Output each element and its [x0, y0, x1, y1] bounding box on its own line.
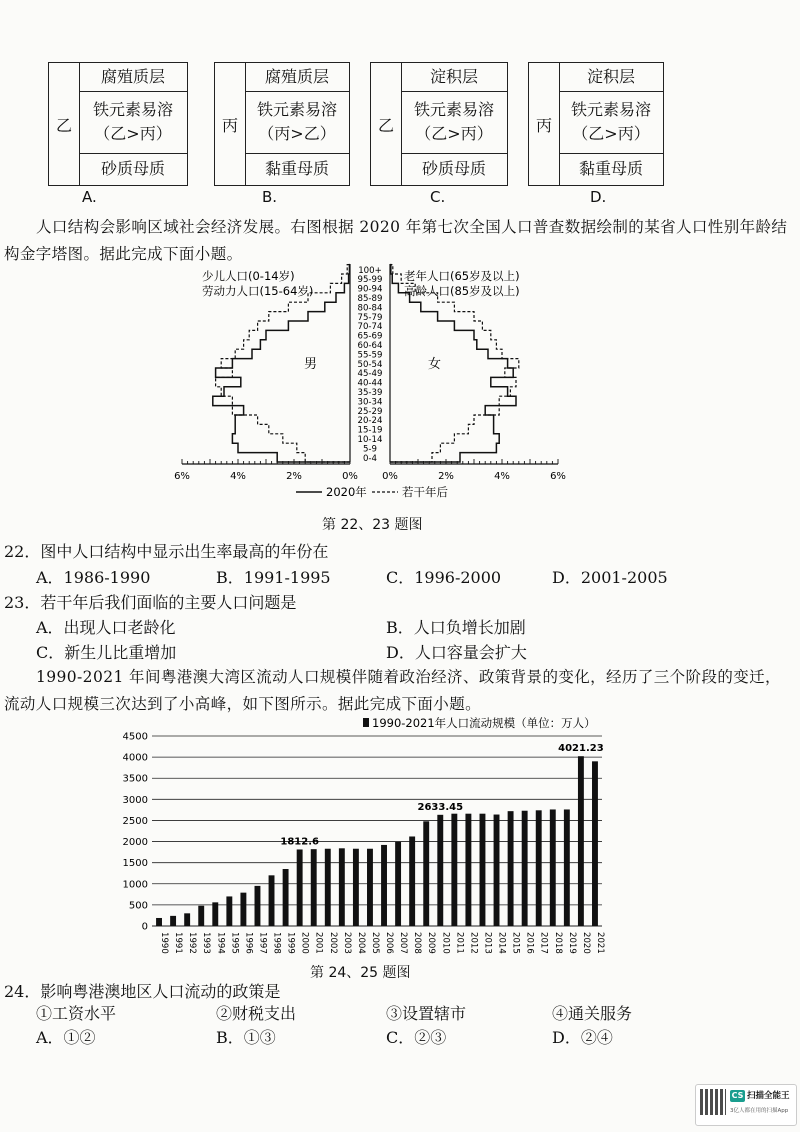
question-22-stem: 22．图中人口结构中显示出生率最高的年份在: [4, 542, 329, 561]
bar: [381, 845, 387, 926]
y-tick-label: 500: [128, 900, 148, 912]
x-tick-label: 2019: [566, 932, 577, 954]
intro-paragraph-1: 人口结构会影响区域社会经济发展。右图根据 2020 年第七次全国人口普查数据绘制的某省人口性别年龄结构金字塔图。据此完成下面小题。: [4, 218, 788, 263]
age-group-label: 15-19: [357, 425, 383, 436]
y-tick-label: 2500: [122, 815, 148, 827]
age-group-label: 75-79: [357, 312, 383, 323]
soil-mid-compare: （乙>丙）: [415, 124, 493, 143]
chart-legend-swatch: [363, 718, 369, 727]
bar: [367, 849, 373, 926]
x-tick-label: 2013: [482, 932, 493, 954]
x-tick-label: 2002: [327, 932, 338, 954]
y-tick-label: 4000: [122, 752, 148, 764]
age-group-label: 90-94: [357, 284, 383, 295]
intro-paragraph-2: 1990-2021 年间粤港澳大湾区流动人口规模伴随着政治经济、政策背景的变化，经历了三个阶段的变迁，流动人口规模三次达到了小高峰，如下图所示。据此完成下面小题。: [4, 668, 781, 713]
soil-mid-compare: （乙>丙）: [572, 124, 650, 143]
q23-option-a[interactable]: A．出现人口老龄化: [36, 618, 176, 637]
q24-item-3: ③设置辖市: [386, 1004, 467, 1023]
age-group-label: 85-89: [357, 294, 383, 304]
bar: [508, 811, 514, 926]
watermark-subtitle: 3亿人都在用的扫描App: [730, 1108, 789, 1114]
x-tick-label: 1990: [159, 932, 170, 954]
pyramid-caption: 第 22、23 题图: [322, 517, 423, 533]
soil-mid-text: 铁元素易溶: [570, 100, 651, 119]
bar: [255, 886, 261, 926]
bar: [170, 916, 176, 926]
soil-mid-layer: [79, 91, 187, 154]
legend-labor: 劳动力人口(15-64岁): [202, 284, 314, 298]
soil-mid-text: 铁元素易溶: [92, 100, 173, 119]
soil-mid-compare: （丙>乙）: [258, 124, 336, 143]
x-tick-label: 2009: [426, 932, 437, 954]
x-tick-label: 1991: [173, 932, 184, 954]
age-group-label: 5-9: [362, 444, 378, 455]
soil-top-layer: 淀积层: [559, 63, 663, 92]
soil-bottom-layer: 砂质母质: [421, 159, 486, 178]
bar: [451, 814, 457, 926]
bar: [283, 869, 289, 926]
soil-top-layer: 腐殖质层: [79, 63, 187, 92]
age-group-label: 40-44: [357, 378, 383, 389]
y-tick-label: 4500: [122, 731, 148, 743]
q24-option-b[interactable]: B．①③: [216, 1028, 276, 1047]
bar: [409, 836, 415, 926]
legend-child: 少儿人口(0-14岁): [202, 269, 295, 283]
x-tick-label: 1998: [271, 932, 282, 954]
soil-side-label: 丙: [529, 63, 560, 185]
bar: [184, 913, 190, 926]
bar: [311, 849, 317, 926]
x-tick-label: 2008: [412, 932, 423, 954]
bar: [269, 875, 275, 926]
data-label: 1812.6: [280, 836, 319, 848]
x-tick-label: 0%: [342, 471, 358, 482]
male-label: 男: [304, 357, 318, 372]
female-label: 女: [428, 357, 442, 372]
soil-option-a: [48, 62, 188, 186]
age-group-label: 60-64: [357, 341, 383, 351]
soil-mid-layer: [401, 91, 507, 154]
x-tick-label: 2011: [454, 932, 465, 954]
option-label-b: B.: [262, 188, 278, 206]
x-tick-label: 2003: [341, 932, 352, 954]
qr-code-icon: [700, 1089, 726, 1115]
bar: [339, 848, 345, 926]
x-tick-label: 1996: [243, 932, 254, 954]
option-label-d: D.: [590, 188, 607, 206]
x-tick-label: 2017: [538, 932, 549, 954]
x-tick-label: 2%: [286, 471, 302, 482]
bar: [240, 893, 246, 926]
x-tick-label: 2%: [438, 471, 454, 482]
soil-mid-text: 铁元素易溶: [413, 100, 494, 119]
y-tick-label: 0: [141, 921, 148, 933]
q24-item-4: ④通关服务: [552, 1004, 633, 1023]
age-group-label: 50-54: [357, 359, 383, 370]
q23-option-b[interactable]: B．人口负增长加剧: [386, 618, 526, 637]
x-tick-label: 2010: [440, 932, 451, 954]
x-tick-label: 2007: [398, 932, 409, 954]
age-group-label: 95-99: [357, 275, 383, 286]
age-group-label: 35-39: [357, 388, 383, 398]
y-tick-label: 2000: [122, 837, 148, 849]
x-tick-label: 2005: [369, 932, 380, 954]
option-label-c: C.: [430, 188, 446, 206]
bar: [578, 756, 584, 926]
legend-very-old: 高龄人口(85岁及以上): [404, 284, 520, 298]
x-tick-label: 1997: [257, 932, 268, 954]
data-label: 4021.23: [558, 743, 604, 755]
soil-mid-layer: [245, 91, 349, 154]
age-group-label: 45-49: [357, 369, 383, 380]
age-group-label: 0-4: [362, 453, 378, 464]
bar: [494, 815, 500, 926]
age-group-label: 70-74: [357, 322, 383, 333]
bar: [325, 849, 331, 926]
bar-chart-caption: 第 24、25 题图: [310, 965, 411, 981]
y-tick-label: 1500: [122, 858, 148, 870]
soil-bottom-layer: 黏重母质: [578, 159, 643, 178]
scanner-watermark: [695, 1084, 797, 1126]
bar: [480, 814, 486, 926]
legend-elder: 老年人口(65岁及以上): [404, 269, 520, 283]
age-group-label: 30-34: [357, 397, 383, 408]
bar: [353, 849, 359, 926]
x-tick-label: 1992: [187, 932, 198, 954]
q24-item-1: ①工资水平: [36, 1004, 117, 1023]
bar: [522, 811, 528, 926]
q22-option-a[interactable]: A．1986-1990: [36, 568, 151, 587]
bar: [297, 849, 303, 926]
soil-mid-compare: （乙>丙）: [94, 124, 172, 143]
x-tick-label: 1999: [285, 932, 296, 954]
soil-bottom-layer: 黏重母质: [264, 159, 329, 178]
bar: [156, 918, 162, 926]
x-tick-label: 2006: [384, 932, 395, 954]
age-group-label: 20-24: [357, 416, 383, 427]
soil-side-label: 乙: [49, 63, 80, 185]
x-tick-label: 6%: [174, 471, 190, 482]
q24-option-a[interactable]: A．①②: [36, 1028, 96, 1047]
watermark-title: 扫描全能王: [747, 1091, 790, 1101]
bar: [198, 906, 204, 926]
x-tick-label: 2015: [510, 932, 521, 954]
data-label: 2633.45: [417, 801, 464, 813]
bar: [395, 842, 401, 926]
q24-option-c[interactable]: C．②③: [386, 1028, 447, 1047]
soil-option-d: [528, 62, 664, 186]
bar: [437, 815, 443, 926]
age-group-label: 25-29: [357, 406, 383, 417]
q23-option-c[interactable]: C．新生儿比重增加: [36, 643, 177, 662]
legend-dashed-label: 若干年后: [402, 485, 448, 499]
bar: [465, 814, 471, 926]
legend-solid-label: 2020年: [326, 485, 367, 499]
bar: [564, 809, 570, 926]
x-tick-label: 2021: [594, 932, 605, 954]
bar: [226, 896, 232, 926]
soil-top-layer: 腐殖质层: [245, 63, 349, 92]
x-tick-label: 1995: [229, 932, 240, 954]
bar: [592, 761, 598, 926]
age-group-label: 80-84: [357, 303, 383, 314]
question-24-stem: 24．影响粤港澳地区人口流动的政策是: [4, 982, 281, 1001]
x-tick-label: 2014: [496, 932, 507, 954]
soil-side-label: 乙: [371, 63, 402, 185]
q22-option-b[interactable]: B．1991-1995: [216, 568, 331, 587]
x-tick-label: 2012: [468, 932, 479, 954]
q23-option-d[interactable]: D．人口容量会扩大: [386, 643, 527, 662]
x-tick-label: 2004: [355, 932, 366, 954]
bar: [423, 821, 429, 926]
soil-option-c: [370, 62, 508, 186]
bar: [536, 810, 542, 926]
soil-mid-text: 铁元素易溶: [256, 100, 337, 119]
q24-option-d[interactable]: D．②④: [552, 1028, 613, 1047]
soil-side-label: 丙: [215, 63, 246, 185]
age-group-label: 10-14: [357, 435, 383, 445]
x-tick-label: 2016: [524, 932, 535, 954]
x-tick-label: 4%: [230, 471, 246, 482]
x-tick-label: 2020: [580, 932, 591, 954]
y-tick-label: 1000: [122, 879, 148, 891]
option-label-a: A.: [82, 188, 97, 206]
bar: [212, 902, 218, 926]
q22-option-c[interactable]: C．1996-2000: [386, 568, 502, 587]
x-tick-label: 1993: [201, 932, 212, 954]
x-tick-label: 1994: [215, 932, 226, 954]
x-tick-label: 2018: [552, 932, 563, 954]
chart-title: 1990-2021年人口流动规模（单位：万人）: [372, 716, 596, 730]
soil-option-b: [214, 62, 350, 186]
y-tick-label: 3500: [122, 773, 148, 785]
x-tick-label: 6%: [550, 471, 566, 482]
age-group-label: 55-59: [357, 350, 383, 361]
x-tick-label: 0%: [382, 471, 398, 482]
soil-bottom-layer: 砂质母质: [100, 159, 165, 178]
q22-option-d[interactable]: D．2001-2005: [552, 568, 668, 587]
soil-top-layer: 淀积层: [401, 63, 507, 92]
bar: [550, 809, 556, 926]
cs-badge: CS: [731, 1091, 744, 1100]
question-23-stem: 23．若干年后我们面临的主要人口问题是: [4, 593, 297, 612]
x-tick-label: 2001: [313, 932, 324, 954]
x-tick-label: 2000: [299, 932, 310, 954]
soil-mid-layer: [559, 91, 663, 154]
population-pyramid-chart: [170, 258, 570, 508]
x-tick-label: 4%: [494, 471, 510, 482]
age-group-label: 100+: [358, 265, 382, 276]
y-tick-label: 3000: [122, 794, 148, 806]
q24-item-2: ②财税支出: [216, 1004, 297, 1023]
age-group-label: 65-69: [357, 331, 383, 342]
migration-bar-chart: [110, 712, 610, 968]
